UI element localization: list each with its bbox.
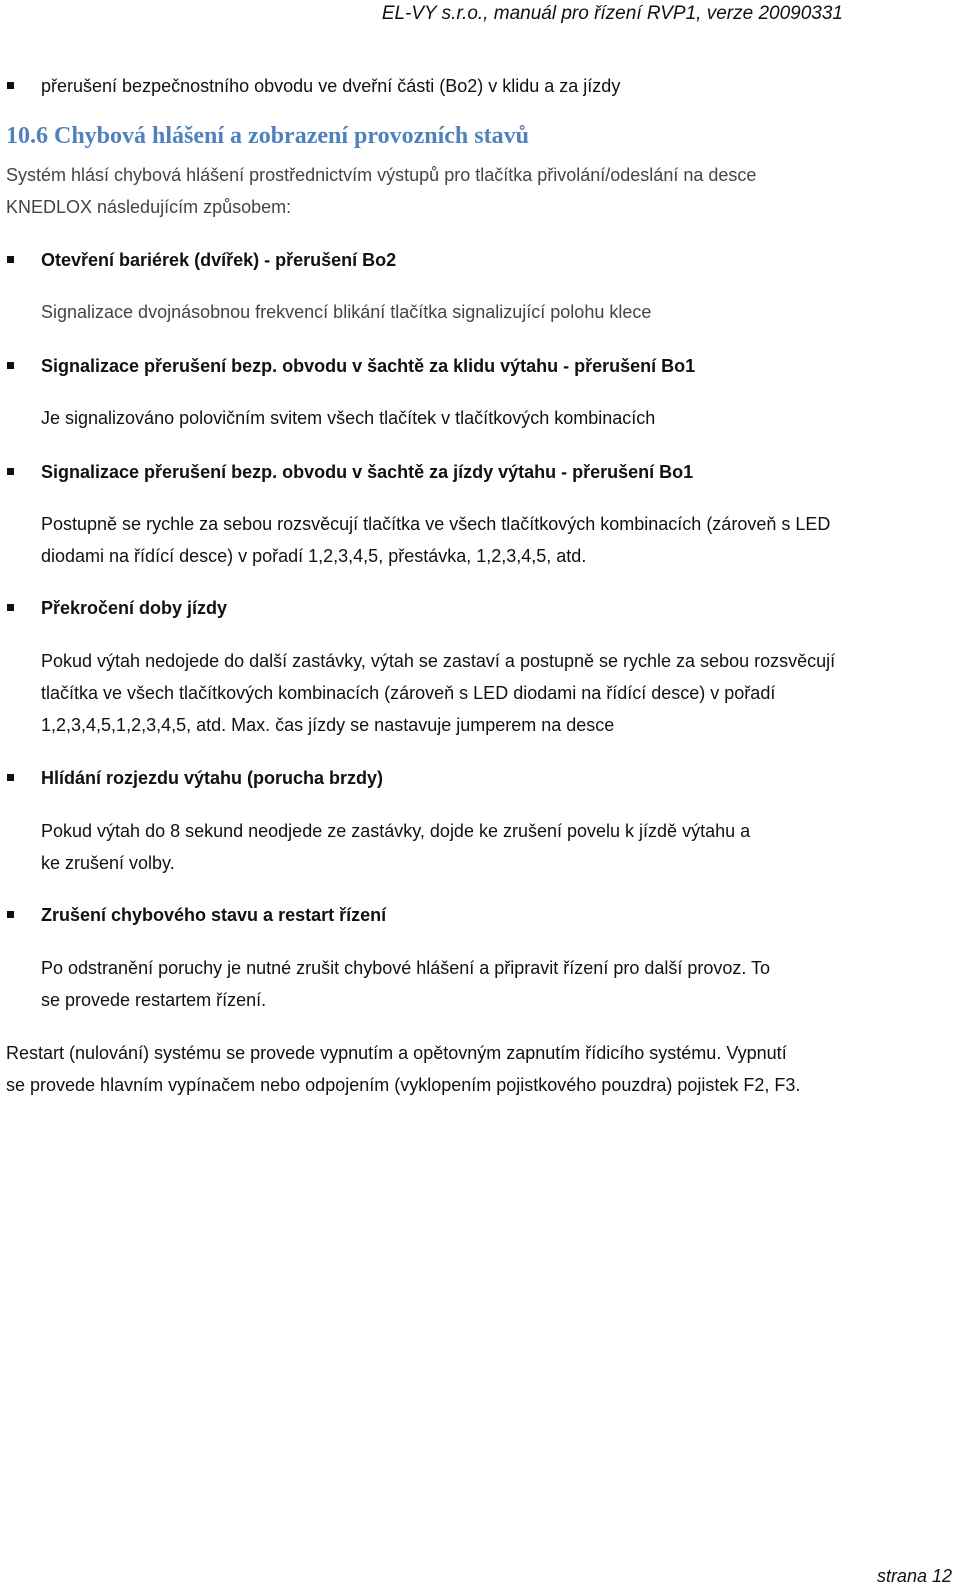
item-title: Signalizace přerušení bezp. obvodu v šachtě za jízdy výtahu - přerušení Bo1 — [41, 462, 694, 482]
item-description: ke zrušení volby. — [41, 853, 175, 873]
item-title: Otevření bariérek (dvířek) - přerušení Bo2 — [41, 250, 397, 270]
item-description: 1,2,3,4,5,1,2,3,4,5, atd. Max. čas jízdy se nastavuje jumperem na desce — [41, 715, 615, 735]
item-title: Hlídání rozjezdu výtahu (porucha brzdy) — [41, 768, 384, 788]
item-description: Pokud výtah nedojede do další zastávky, výtah se zastaví a postupně se rychle za sebou rozsvěcují — [41, 651, 836, 671]
section-heading: 10.6 Chybová hlášení a zobrazení provozních stavů — [6, 123, 529, 149]
bullet-marker — [7, 604, 14, 611]
bullet-marker — [7, 82, 14, 89]
item-title: Signalizace přerušení bezp. obvodu v šachtě za klidu výtahu - přerušení Bo1 — [41, 356, 696, 376]
page-number: strana 12 — [876, 1566, 952, 1586]
bullet-marker — [7, 362, 14, 369]
bullet-marker — [7, 911, 14, 918]
closing-paragraph-line: Restart (nulování) systému se provede vypnutím a opětovným zapnutím řídicího systému. Vypnutí — [6, 1043, 787, 1063]
closing-paragraph-line: se provede hlavním vypínačem nebo odpojením (vyklopením pojistkového pouzdra) pojistek F2, F3. — [6, 1075, 801, 1095]
page-header: EL-VY s.r.o., manuál pro řízení RVP1, verze 20090331 — [381, 3, 843, 24]
section-intro-line-2: KNEDLOX následujícím způsobem: — [6, 197, 292, 217]
bullet-marker — [7, 256, 14, 263]
bullet-marker — [7, 468, 14, 475]
item-description: tlačítka ve všech tlačítkových kombinacích (zároveň s LED diodami na řídící desce) v pořadí — [41, 683, 776, 703]
item-description: Je signalizováno polovičním svitem všech tlačítek v tlačítkových kombinacích — [41, 408, 656, 428]
item-title: Zrušení chybového stavu a restart řízení — [41, 905, 387, 925]
item-description: Pokud výtah do 8 sekund neodjede ze zastávky, dojde ke zrušení povelu k jízdě výtahu a — [41, 821, 751, 841]
item-title: Překročení doby jízdy — [41, 598, 228, 618]
item-description: Po odstranění poruchy je nutné zrušit chybové hlášení a připravit řízení pro další provoz. To — [41, 958, 771, 978]
item-description: se provede restartem řízení. — [41, 990, 267, 1010]
item-description: Postupně se rychle za sebou rozsvěcují tlačítka ve všech tlačítkových kombinacích (zároveň s LED — [41, 514, 831, 534]
item-description: diodami na řídící desce) v pořadí 1,2,3,4,5, přestávka, 1,2,3,4,5, atd. — [41, 546, 587, 566]
intro-bullet-text: přerušení bezpečnostního obvodu ve dveřní části (Bo2) v klidu a za jízdy — [41, 76, 621, 96]
section-intro-line-1: Systém hlásí chybová hlášení prostřednictvím výstupů pro tlačítka přivolání/odeslání na desce — [6, 165, 757, 185]
item-description: Signalizace dvojnásobnou frekvencí blikání tlačítka signalizující polohu klece — [41, 302, 652, 322]
bullet-marker — [7, 774, 14, 781]
